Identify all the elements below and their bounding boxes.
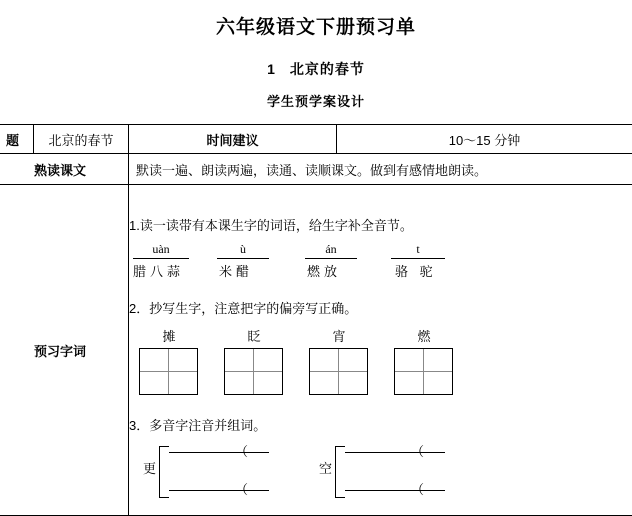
table-row: [0, 125, 632, 154]
pinyin-blank-3: án: [305, 242, 357, 259]
char-label-3: 宵: [309, 326, 369, 345]
topic-value: 北京的春节: [34, 125, 129, 154]
answer-line-2a: [345, 452, 445, 453]
lesson-number: 1: [267, 61, 276, 77]
paren-2b: （: [411, 479, 424, 498]
char-labels: [129, 326, 632, 346]
question-1: 1.读一读带有本课生字的词语，给生字补全音节。: [129, 216, 632, 236]
question-2: 2．抄写生字，注意把字的偏旁写正确。: [129, 299, 632, 319]
table-row: [0, 185, 632, 516]
lesson-heading: [0, 59, 632, 79]
polyphone-char-2: 空: [319, 458, 332, 477]
answer-line-2b: [345, 490, 445, 491]
pinyin-blank-1: uàn: [133, 242, 189, 259]
word-2: 米醋: [219, 261, 253, 280]
tianzi-grid-3: [309, 348, 368, 395]
paren-1b: （: [235, 479, 248, 498]
char-label-1: 摊: [139, 326, 199, 345]
tianzi-grid-2: [224, 348, 283, 395]
read-aloud-label: 熟读课文: [0, 154, 129, 185]
subtitle: 学生预学案设计: [0, 91, 632, 110]
tianzi-grid-4: [394, 348, 453, 395]
word-1: 腊八蒜: [133, 261, 184, 280]
page-title: 六年级语文下册预习单: [0, 12, 632, 39]
word-3: 燃放: [307, 261, 341, 280]
char-label-4: 燃: [394, 326, 454, 345]
paren-2a: （: [411, 441, 424, 460]
topic-label: 题: [0, 125, 34, 154]
vocabulary-label: 预习字词: [0, 185, 129, 516]
word-list: [129, 261, 632, 281]
document-page: [0, 12, 632, 491]
answer-line-1a: [169, 452, 269, 453]
read-aloud-content: 默读一遍、朗读两遍，读通、读顺课文。做到有感情地朗读。: [129, 154, 632, 185]
writing-grids: [129, 348, 632, 398]
time-suggestion-value: 10～15 分钟: [337, 125, 632, 154]
lesson-title: 北京的春节: [290, 61, 365, 77]
paren-1a: （: [235, 441, 248, 460]
pinyin-blank-2: ù: [217, 242, 269, 259]
table-row: [0, 154, 632, 185]
question-3: 3．多音字注音并组词。: [129, 416, 632, 436]
answer-line-1b: [169, 490, 269, 491]
polyphone-char-1: 更: [143, 458, 156, 477]
char-label-2: 眨: [224, 326, 284, 345]
polyphone-exercise: [129, 446, 632, 506]
word-4: 骆 驼: [395, 261, 437, 280]
tianzi-grid-1: [139, 348, 198, 395]
vocabulary-content: [129, 185, 632, 516]
preview-table: [0, 124, 632, 516]
time-suggestion-label: 时间建议: [129, 125, 337, 154]
pinyin-blank-4: t: [391, 242, 445, 259]
pinyin-blanks: [129, 242, 632, 259]
